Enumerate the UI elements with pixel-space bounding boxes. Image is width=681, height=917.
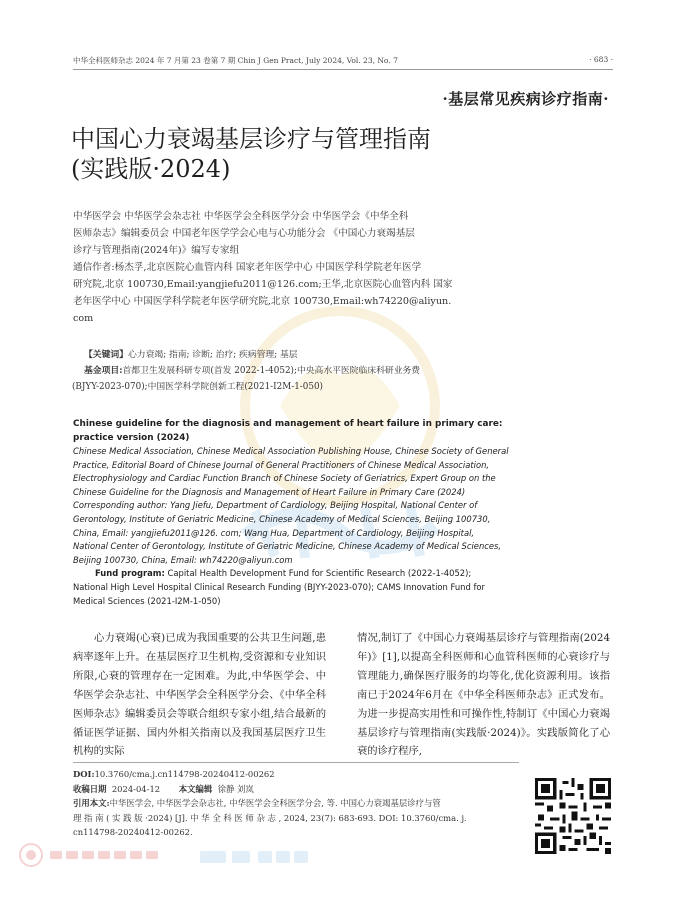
english-corresponding-line: China, Email: yangjiefu2011@126. com; Wang Hua, Department of Cardiology, Beijing Hospital,: [73, 527, 475, 538]
cite-label: 引用本文:: [73, 798, 110, 809]
cite-text: 中华医学会, 中华医学会杂志社, 中华医学会全科医学分会, 等. 中国心力衰竭基层诊疗与管: [109, 798, 441, 809]
running-header-journal: 中华全科医师杂志 2024 年 7 月第 23 卷第 7 期 Chin J Gen Pract, July 2024, Vol. 23, No. 7: [73, 56, 398, 65]
fund-text: 首都卫生发展科研专项(首发 2022-1-4052);中央高水平医院临床科研业务费: [122, 366, 421, 376]
association-logo-icon: [18, 842, 208, 868]
header-rule: [73, 69, 613, 70]
body-column-right: [357, 629, 610, 761]
doi-label: DOI:: [73, 769, 95, 779]
english-affiliation-line: Chinese Medical Association, Chinese Medical Association Publishing House, Chinese Society of General: [73, 446, 509, 456]
english-corresponding-line: Beijing 100730, China, Email: wh74220@aliyun.com: [73, 554, 293, 565]
corresponding-author-line: 通信作者:杨杰孚,北京医院心血管内科 国家老年医学中心 中国医学科学院老年医学: [73, 262, 422, 273]
corresponding-author-line: 研究院,北京 100730,Email:yangjiefu2011@126.com;王华,北京医院心血管内科 国家: [73, 279, 453, 290]
title-line-2: (实践版·2024): [71, 155, 231, 183]
author-line: 医师杂志》编辑委员会 中国老年医学学会心电与心功能分会 《中国心力衰竭基层: [73, 228, 415, 239]
english-affiliation-line: Practice, Editorial Board of Chinese Journal of General Practitioners of Chinese Medical Association,: [73, 459, 490, 470]
page-number: · 683 ·: [589, 55, 613, 64]
english-title-line: Chinese guideline for the diagnosis and management of heart failure in primary care:: [73, 419, 503, 429]
english-corresponding-line: National Center of Gerontology, Institute of Geriatric Medicine, Chinese Academy of Medical Sciences,: [73, 541, 502, 552]
english-affiliation-line: Chinese Guideline for the Diagnosis and Management of Heart Failure in Primary Care (2024): [73, 486, 466, 497]
english-fund-text: Capital Health Development Fund for Scientific Research (2022-1-4052);: [164, 568, 472, 579]
author-line: 诊疗与管理指南(2024年)》编写专家组: [73, 245, 240, 256]
received-date: 2024-04-12: [111, 783, 161, 794]
received-label: 收稿日期: [73, 783, 107, 794]
fund-text-continued: (BJYY-2023-070);中国医学科学院创新工程(2021-I2M-1-050): [72, 382, 323, 392]
english-corresponding-line: Gerontology, Institute of Geriatric Medicine, Chinese Academy of Medical Sciences, Beijing 100730,: [73, 513, 491, 524]
editor-label: 本文编辑: [178, 783, 213, 794]
corresponding-author-line: com: [73, 313, 94, 324]
english-affiliation-line: Electrophysiology and Cardiac Function Branch of Chinese Society of Geriatrics, Expert Group on the: [73, 473, 496, 484]
cite-text-continued: cn114798-20240412-00262.: [73, 827, 193, 838]
publisher-logo-icon: [198, 846, 318, 868]
running-header: [73, 55, 613, 66]
column-tag: ·基层常见疾病诊疗指南·: [442, 90, 609, 108]
english-corresponding-line: Corresponding author: Yang Jiefu, Department of Cardiology, Beijing Hospital, National Center of: [73, 500, 478, 511]
body-column-left: [73, 629, 326, 761]
author-line: 中华医学会 中华医学会杂志社 中华医学会全科医学分会 中华医学会《中华全科: [73, 211, 409, 222]
body-paragraph: 情况,制订了《中国心力衰竭基层诊疗与管理指南(2024年)》[1],以提高全科医师和心血管科医师的心衰诊疗与管理能力,确保医疗服务的均等化,优化资源利用。该指南已于2024年6月在《中华全科医师杂志》正式发布。为进一步提高实用性和可操作性,特制订《中国心力衰竭基层诊疗与管理指南(实践版·2024)》。实践版简化了心衰的诊疗程序,: [357, 632, 610, 758]
citation-footer: [73, 767, 519, 840]
keywords-block: [72, 347, 612, 395]
author-block: [73, 208, 611, 327]
article-title: [71, 124, 431, 184]
english-title-line: practice version (2024): [73, 433, 190, 443]
english-fund-text-continued: National High Level Hospital Clinical Research Funding (BJYY-2023-070); CAMS Innovation Fund for: [73, 581, 485, 592]
footer-rule: [73, 762, 519, 763]
cite-text-continued: 理 指 南 ( 实 践 版 ·2024) [J]. 中 华 全 科 医 师 杂 志 , 2024, 23(7): 683-693. DOI: 10.3760/cma. j.: [73, 812, 467, 823]
fund-label: 基金项目:: [84, 366, 123, 376]
editor-names: 徐静 刘岚: [217, 783, 254, 794]
corresponding-author-line: 老年医学中心 中国医学科学院老年医学研究院,北京 100730,Email:wh74220@aliyun.: [73, 296, 452, 307]
body-paragraph: 心力衰竭(心衰)已成为我国重要的公共卫生问题,患病率逐年上升。在基层医疗卫生机构,受资源和专业知识所限,心衰的管理存在一定困难。为此,中华医学会、中华医学会杂志社、中华医学会全科医学分会、《中华全科医师杂志》编辑委员会等联合组织专家小组,结合最新的循证医学证据、国内外相关指南以及我国基层医疗卫生机构的实际: [73, 632, 326, 758]
doi-value[interactable]: 10.3760/cma.j.cn114798-20240412-00262: [94, 769, 275, 779]
english-fund-text-continued: Medical Sciences (2021-I2M-1-050): [73, 595, 221, 606]
qr-code-icon[interactable]: [535, 778, 611, 854]
english-title-block: [73, 417, 611, 608]
keywords-text: 心力衰竭; 指南; 诊断; 治疗; 疾病管理; 基层: [128, 350, 298, 360]
title-line-1: 中国心力衰竭基层诊疗与管理指南: [71, 125, 431, 153]
english-fund-label: Fund program:: [95, 568, 165, 579]
keywords-label: 【关键词】: [84, 350, 128, 360]
